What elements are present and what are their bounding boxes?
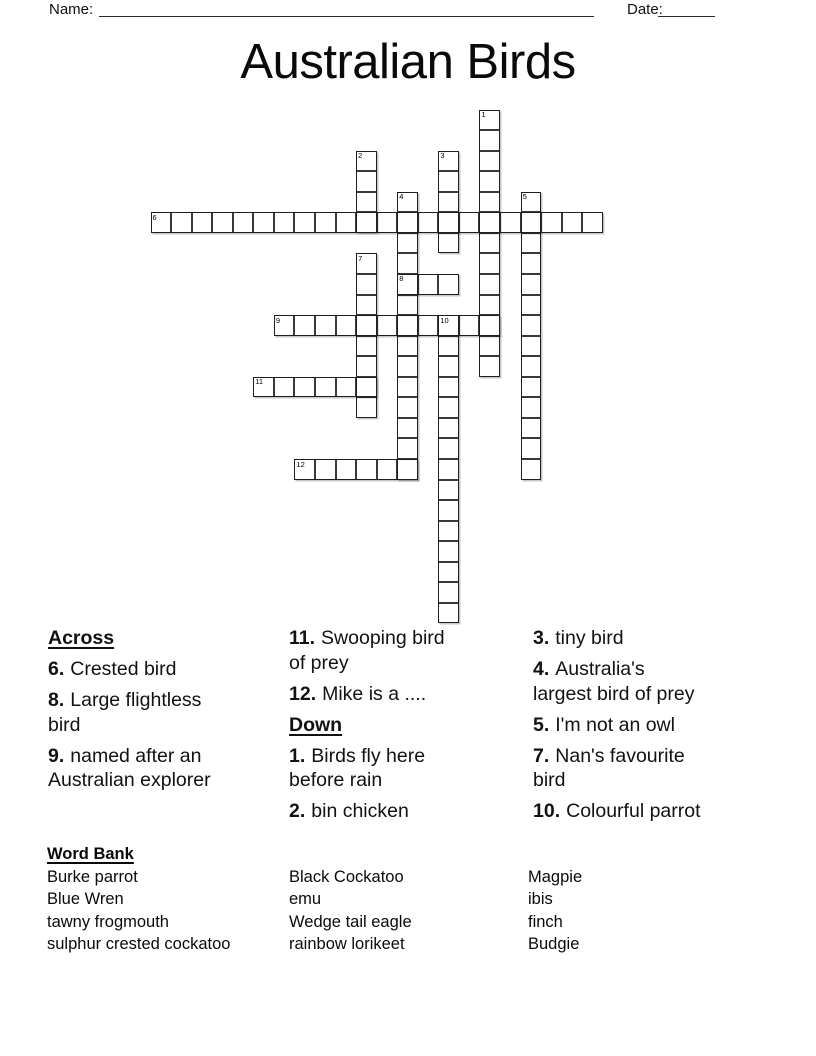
- clue-number: 10.: [533, 800, 561, 822]
- grid-cell[interactable]: [356, 397, 377, 418]
- grid-cell[interactable]: [438, 480, 459, 501]
- grid-cell[interactable]: [438, 582, 459, 603]
- clue-number: 4.: [533, 658, 550, 680]
- grid-cell[interactable]: [438, 500, 459, 521]
- grid-cell[interactable]: [438, 541, 459, 562]
- grid-cell[interactable]: [521, 356, 542, 377]
- grid-cell[interactable]: [356, 212, 377, 233]
- grid-cell[interactable]: [438, 274, 459, 295]
- grid-cell[interactable]: [521, 315, 542, 336]
- grid-cell[interactable]: [521, 459, 542, 480]
- grid-number: 1: [481, 110, 486, 119]
- grid-cell[interactable]: [479, 212, 500, 233]
- grid-cell[interactable]: [438, 377, 459, 398]
- clue-number: 12.: [289, 682, 317, 705]
- crossword-grid: [151, 110, 603, 624]
- grid-cell[interactable]: [521, 377, 542, 398]
- grid-cell[interactable]: [397, 459, 418, 480]
- grid-cell[interactable]: [479, 233, 500, 254]
- clue-text: tiny bird: [555, 627, 624, 649]
- grid-cell[interactable]: [294, 212, 315, 233]
- word-bank-column-3: [528, 866, 582, 956]
- clue-3-down: [533, 626, 705, 651]
- grid-cell[interactable]: [459, 212, 480, 233]
- grid-cell[interactable]: [356, 336, 377, 357]
- clue-text: named after an Australian explorer: [48, 744, 211, 791]
- grid-cell[interactable]: [356, 274, 377, 295]
- grid-cell[interactable]: [336, 315, 357, 336]
- page-title: Australian Birds: [240, 35, 576, 89]
- grid-cell[interactable]: [315, 315, 336, 336]
- clue-number: 8.: [48, 689, 65, 711]
- date-blank-line: [658, 0, 715, 17]
- grid-cell[interactable]: [377, 459, 398, 480]
- grid-cell[interactable]: [438, 438, 459, 459]
- clue-text: Birds fly here before rain: [289, 744, 426, 791]
- grid-number: 9: [275, 315, 281, 325]
- grid-cell[interactable]: [479, 356, 500, 377]
- grid-cell[interactable]: [438, 212, 459, 233]
- grid-cell[interactable]: [582, 212, 603, 233]
- grid-cell[interactable]: [397, 233, 418, 254]
- clues-column-3: [533, 626, 705, 830]
- clue-10-down: [533, 799, 705, 824]
- word-bank-item: sulphur crested cockatoo: [47, 935, 231, 954]
- clue-number: 11.: [289, 627, 316, 649]
- clue-5-down: [533, 713, 705, 738]
- grid-cell[interactable]: [521, 397, 542, 418]
- grid-number: 11: [255, 377, 264, 387]
- grid-cell[interactable]: [479, 192, 500, 213]
- clue-2-down: [289, 799, 457, 824]
- grid-cell[interactable]: [397, 315, 418, 336]
- clue-number: 5.: [533, 713, 550, 736]
- grid-cell[interactable]: [397, 397, 418, 418]
- clue-1-down: [289, 744, 457, 793]
- grid-cell[interactable]: [438, 356, 459, 377]
- grid-cell[interactable]: [438, 603, 459, 624]
- grid-cell[interactable]: [438, 233, 459, 254]
- grid-cell[interactable]: [315, 459, 336, 480]
- grid-cell[interactable]: [315, 377, 336, 398]
- grid-cell[interactable]: [521, 233, 542, 254]
- clue-text: Crested bird: [70, 658, 177, 680]
- name-label: Name:: [49, 1, 94, 18]
- grid-cell[interactable]: [397, 336, 418, 357]
- grid-cell[interactable]: [356, 356, 377, 377]
- grid-cell[interactable]: [397, 295, 418, 316]
- grid-cell[interactable]: [479, 315, 500, 336]
- grid-cell[interactable]: [397, 356, 418, 377]
- grid-cell[interactable]: [336, 459, 357, 480]
- clue-text: Nan's favourite bird: [533, 744, 685, 791]
- grid-number: 3: [440, 151, 445, 161]
- grid-number: 10: [440, 315, 449, 325]
- word-bank-column-1: [47, 866, 230, 956]
- clue-number: 9.: [48, 744, 65, 767]
- clue-text: Australia's largest bird of prey: [533, 658, 695, 705]
- grid-cell[interactable]: [418, 274, 439, 295]
- grid-cell[interactable]: [438, 336, 459, 357]
- grid-number: 5: [522, 192, 527, 202]
- clue-9-across: [48, 744, 233, 793]
- clue-12-across: [289, 682, 457, 707]
- grid-cell[interactable]: [521, 438, 542, 459]
- grid-cell[interactable]: [438, 459, 459, 480]
- grid-cell[interactable]: [521, 274, 542, 295]
- grid-cell[interactable]: [397, 212, 418, 233]
- clue-number: 6.: [48, 658, 65, 680]
- word-bank-item: Wedge tail eagle: [289, 912, 412, 931]
- grid-cell[interactable]: [377, 315, 398, 336]
- grid-cell[interactable]: [438, 171, 459, 192]
- grid-cell[interactable]: [253, 212, 274, 233]
- clue-text: Colourful parrot: [566, 800, 701, 822]
- grid-cell[interactable]: [233, 212, 254, 233]
- grid-cell[interactable]: [479, 130, 500, 151]
- grid-cell[interactable]: [212, 212, 233, 233]
- word-bank-heading: Word Bank: [47, 845, 134, 863]
- grid-cell[interactable]: [336, 212, 357, 233]
- grid-cell[interactable]: [397, 418, 418, 439]
- grid-cell[interactable]: [500, 212, 521, 233]
- clue-7-down: [533, 744, 705, 793]
- clue-11-across: [289, 626, 457, 675]
- word-bank-item: finch: [528, 912, 563, 931]
- clue-text: I'm not an owl: [555, 713, 675, 736]
- grid-cell[interactable]: [438, 192, 459, 213]
- clue-text: Large flightless bird: [48, 689, 202, 736]
- grid-cell[interactable]: [479, 274, 500, 295]
- grid-cell[interactable]: [438, 418, 459, 439]
- grid-number: 12: [296, 459, 305, 469]
- clue-8-across: [48, 688, 233, 737]
- grid-number: 2: [358, 151, 363, 161]
- grid-number: 8: [399, 274, 404, 284]
- clues-column-1: [48, 626, 233, 799]
- word-bank-item: Black Cockatoo: [289, 867, 404, 886]
- grid-cell[interactable]: [479, 295, 500, 316]
- word-bank-item: tawny frogmouth: [47, 912, 169, 931]
- grid-number: 4: [399, 192, 404, 202]
- grid-cell[interactable]: [479, 151, 500, 172]
- grid-cell[interactable]: [479, 336, 500, 357]
- grid-cell[interactable]: [418, 315, 439, 336]
- clue-number: 1.: [289, 744, 306, 767]
- grid-cell[interactable]: [397, 253, 418, 274]
- word-bank-item: emu: [289, 890, 322, 909]
- grid-cell[interactable]: [356, 295, 377, 316]
- clue-text: Swooping bird of prey: [289, 627, 445, 674]
- down-heading: Down: [289, 713, 343, 736]
- grid-cell[interactable]: [336, 377, 357, 398]
- date-label: Date:: [627, 1, 663, 18]
- clues-column-2: [289, 626, 457, 830]
- grid-cell[interactable]: [521, 418, 542, 439]
- grid-cell[interactable]: [438, 521, 459, 542]
- grid-cell[interactable]: [294, 377, 315, 398]
- grid-cell[interactable]: [294, 315, 315, 336]
- clue-6-across: [48, 657, 233, 682]
- clue-text: bin chicken: [311, 800, 409, 822]
- grid-cell[interactable]: [397, 438, 418, 459]
- grid-cell[interactable]: [521, 212, 542, 233]
- grid-cell[interactable]: [479, 253, 500, 274]
- grid-cell[interactable]: [397, 377, 418, 398]
- word-bank-item: Burke parrot: [47, 867, 138, 886]
- clue-4-down: [533, 657, 705, 706]
- clue-number: 2.: [289, 800, 306, 822]
- across-heading: Across: [48, 627, 115, 649]
- grid-cell[interactable]: [521, 295, 542, 316]
- grid-cell[interactable]: [562, 212, 583, 233]
- clue-number: 7.: [533, 744, 550, 767]
- grid-cell[interactable]: [479, 171, 500, 192]
- word-bank-item: Budgie: [528, 935, 580, 954]
- grid-cell[interactable]: [521, 336, 542, 357]
- grid-cell[interactable]: [315, 212, 336, 233]
- grid-cell[interactable]: [356, 192, 377, 213]
- grid-cell[interactable]: [356, 459, 377, 480]
- grid-cell[interactable]: [438, 397, 459, 418]
- word-bank-item: Magpie: [528, 867, 583, 886]
- grid-cell[interactable]: [438, 562, 459, 583]
- grid-cell[interactable]: [418, 212, 439, 233]
- word-bank-item: Blue Wren: [47, 890, 124, 909]
- grid-cell[interactable]: [356, 171, 377, 192]
- grid-cell[interactable]: [356, 315, 377, 336]
- clue-text: Mike is a ....: [322, 682, 427, 705]
- grid-cell[interactable]: [521, 253, 542, 274]
- grid-cell[interactable]: [377, 212, 398, 233]
- grid-cell[interactable]: [274, 212, 295, 233]
- word-bank-item: ibis: [528, 890, 553, 909]
- grid-cell[interactable]: [171, 212, 192, 233]
- grid-cell[interactable]: [274, 377, 295, 398]
- grid-cell[interactable]: [541, 212, 562, 233]
- grid-number: 6: [152, 212, 157, 222]
- word-bank-item: rainbow lorikeet: [289, 935, 405, 954]
- grid-number: 7: [358, 253, 363, 263]
- name-blank-line: [99, 0, 594, 17]
- grid-cell[interactable]: [192, 212, 213, 233]
- grid-cell[interactable]: [356, 377, 377, 398]
- word-bank-column-2: [289, 866, 412, 956]
- grid-cell[interactable]: [459, 315, 480, 336]
- clue-number: 3.: [533, 627, 550, 649]
